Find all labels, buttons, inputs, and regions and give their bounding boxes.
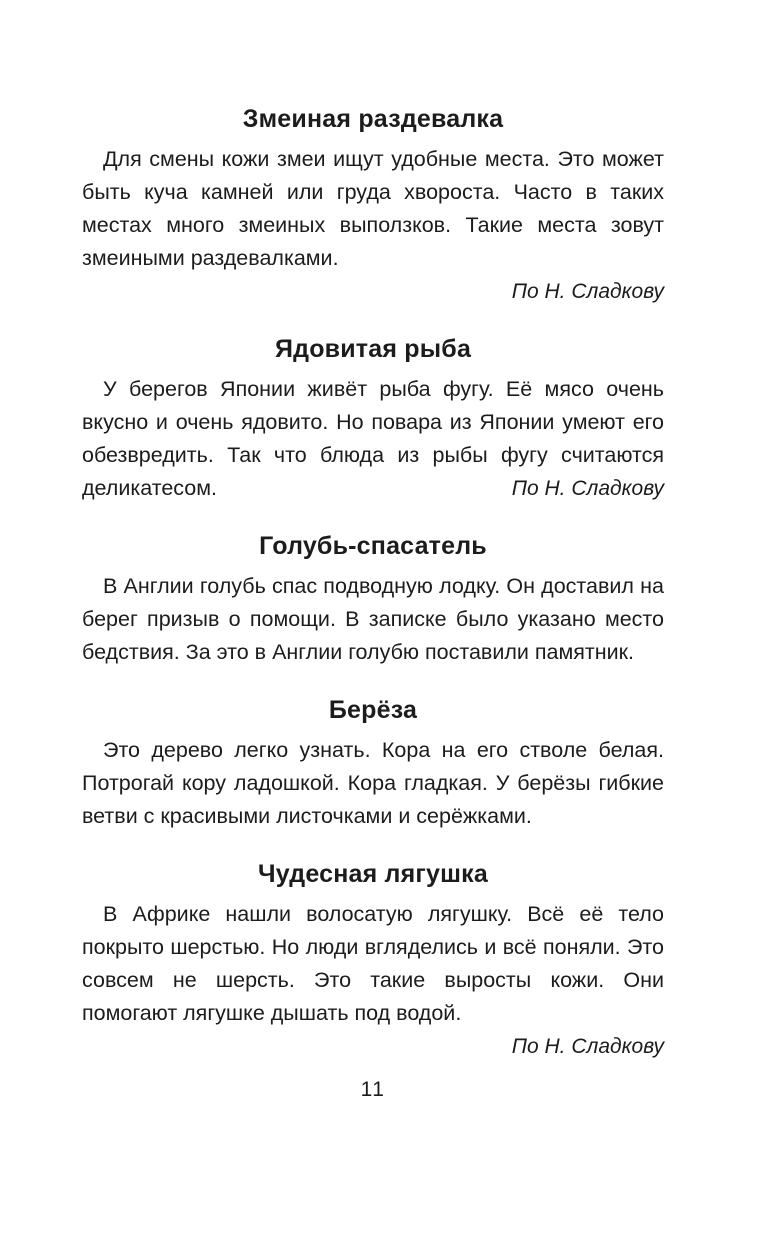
story-text: Это дерево легко узнать. Кора на его стволе белая. Потрогай кору ладошкой. Кора гладкая. У берёзы гибкие ветви с красивыми листочками и серёжками.	[82, 738, 664, 828]
text-sections	[82, 104, 664, 1063]
story-body	[82, 143, 664, 275]
story-section	[82, 859, 664, 1063]
story-text: В Англии голубь спас подводную лодку. Он доставил на берег призыв о помощи. В записке было указано место бедствия. За это в Англии голубю поставили памятник.	[82, 574, 664, 664]
story-body	[82, 898, 664, 1030]
story-section	[82, 334, 664, 505]
story-body	[82, 373, 664, 505]
story-section	[82, 104, 664, 308]
story-title: Голубь-спасатель	[259, 532, 487, 560]
story-section	[82, 531, 664, 669]
story-body	[82, 570, 664, 669]
story-title: Ядовитая рыба	[274, 335, 472, 363]
story-body	[82, 734, 664, 833]
story-text: Для смены кожи змеи ищут удобные места. Это может быть куча камней или груда хвороста. Часто в таких местах много змеиных выползков. Такие места зовут змеиными раздевалками.	[82, 147, 664, 270]
story-title: Берёза	[328, 696, 418, 724]
story-section	[82, 695, 664, 833]
author-attribution: По Н. Сладкову	[511, 280, 664, 303]
story-title: Чудесная лягушка	[258, 860, 488, 888]
author-attribution: По Н. Сладкову	[511, 1035, 664, 1058]
story-text: У берегов Японии живёт рыба фугу. Её мясо очень вкусно и очень ядовито. Но повара из Японии умеют его обезвредить. Так что блюда из рыбы фугу считаются деликатесом.	[82, 377, 664, 500]
story-text: В Африке нашли волосатую лягушку. Всё её тело покрыто шерстью. Но люди вгляделись и всё поняли. Это совсем не шерсть. Это такие выросты кожи. Они помогают лягушке дышать под водой.	[82, 902, 664, 1025]
author-attribution-inline: По Н. Сладкову	[511, 477, 664, 500]
story-title: Змеиная раздевалка	[242, 105, 504, 133]
page-number: 11	[360, 1078, 386, 1101]
